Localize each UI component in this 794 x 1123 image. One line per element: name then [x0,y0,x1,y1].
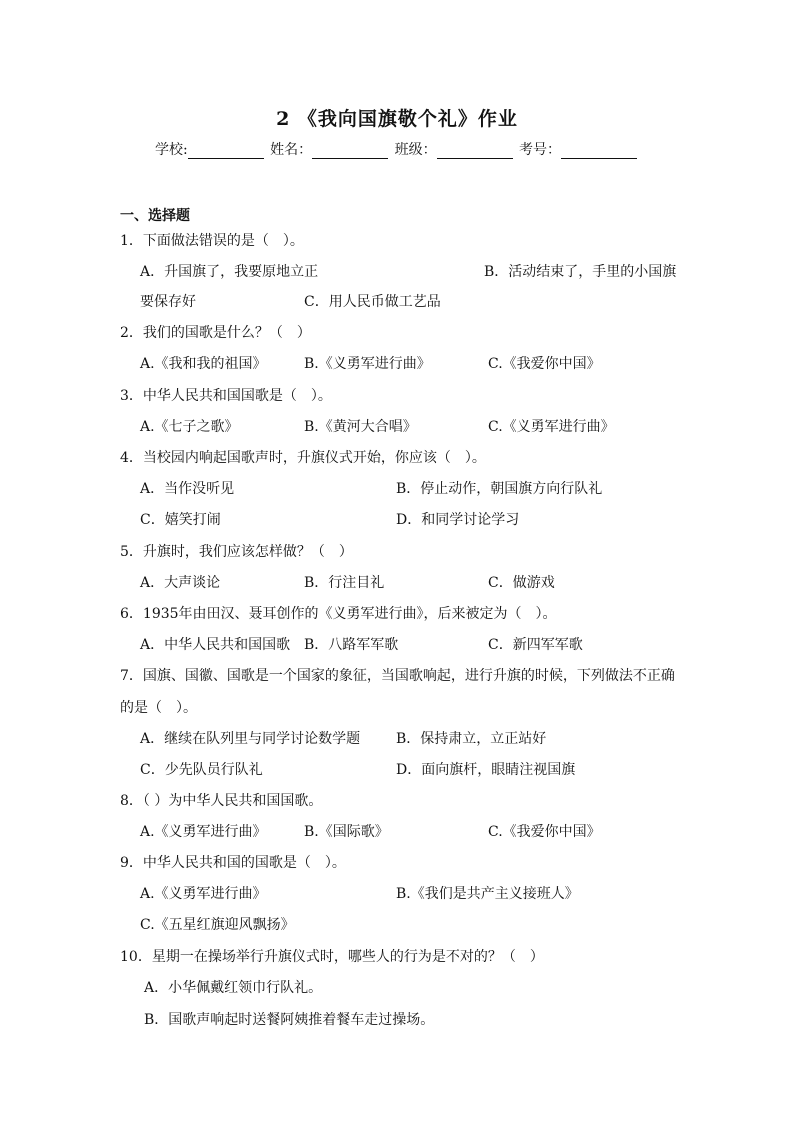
question-option: A.《义勇军进行曲》 [140,824,267,840]
question-option: C．新四军军歌 [488,637,583,653]
student-info-row [0,139,794,159]
question-option: C.《五星红旗迎风飘扬》 [140,917,295,933]
question-stem-continued: 的是（ ）。 [120,700,197,716]
question-stem: 5．升旗时，我们应该怎样做？（ ） [120,544,353,560]
school-blank[interactable] [188,144,264,159]
question-option: 要保存好 [140,294,196,310]
section-title: 一、选择题 [120,208,190,224]
question-option: C．嬉笑打闹 [140,512,221,528]
question-stem: 1．下面做法错误的是（ ）。 [120,233,304,249]
question-option: B．保持肃立，立正站好 [396,731,547,747]
class-blank[interactable] [437,144,513,159]
question-option: A．小华佩戴红领巾行队礼。 [144,980,323,996]
exam-number-blank[interactable] [561,144,637,159]
question-stem: 10．星期一在操场举行升旗仪式时，哪些人的行为是不对的？（ ） [120,949,544,965]
question-option: A．当作没听见 [140,481,235,497]
question-option: A．大声谈论 [140,575,221,591]
question-option: C．用人民币做工艺品 [304,294,441,310]
question-option: A．继续在队列里与同学讨论数学题 [140,731,361,747]
name-label: 姓名： [270,142,313,158]
question-option: C.《义勇军进行曲》 [488,419,615,435]
question-stem: 3．中华人民共和国国歌是（ ）。 [120,388,332,404]
question-option: B．行注目礼 [304,575,385,591]
question-option: B.《国际歌》 [304,824,389,840]
question-option: B．停止动作，朝国旗方向行队礼 [396,481,603,497]
question-option: D．和同学讨论学习 [396,512,520,528]
question-option: B．国歌声响起时送餐阿姨推着餐车走过操场。 [144,1012,435,1028]
question-option: C．少先队员行队礼 [140,762,263,778]
question-option: A．升国旗了，我要原地立正 [140,264,319,280]
question-stem: 7．国旗、国徽、国歌是一个国家的象征，当国歌响起，进行升旗的时候，下列做法不正确 [120,668,675,684]
question-stem: 4．当校园内响起国歌声时，升旗仪式开始，你应该（ ）。 [120,450,486,466]
school-label: 学校: [154,142,188,158]
question-option: C.《我爱你中国》 [488,356,601,372]
question-option: B．活动结束了，手里的小国旗 [484,264,677,280]
question-option: C．做游戏 [488,575,555,591]
question-stem: 9．中华人民共和国的国歌是（ ）。 [120,855,346,871]
question-stem: 8．（ ）为中华人民共和国国歌。 [120,793,323,809]
question-option: B．八路军军歌 [304,637,399,653]
question-option: A.《义勇军进行曲》 [140,886,267,902]
question-option: D．面向旗杆，眼睛注视国旗 [396,762,576,778]
question-option: C.《我爱你中国》 [488,824,601,840]
question-option: B.《义勇军进行曲》 [304,356,431,372]
page-title: 2 《我向国旗敬个礼》作业 [276,108,518,130]
name-blank[interactable] [312,144,388,159]
class-label: 班级： [394,142,437,158]
question-option: A.《我和我的祖国》 [140,356,267,372]
exam-number-label: 考号： [519,142,562,158]
question-stem: 2．我们的国歌是什么？（ ） [120,325,311,341]
question-option: B.《黄河大合唱》 [304,419,417,435]
question-option: A．中华人民共和国国歌 [140,637,291,653]
question-option: A.《七子之歌》 [140,419,239,435]
question-option: B.《我们是共产主义接班人》 [396,886,579,902]
question-stem: 6．1935年由田汉、聂耳创作的《义勇军进行曲》，后来被定为（ ）。 [120,606,557,622]
